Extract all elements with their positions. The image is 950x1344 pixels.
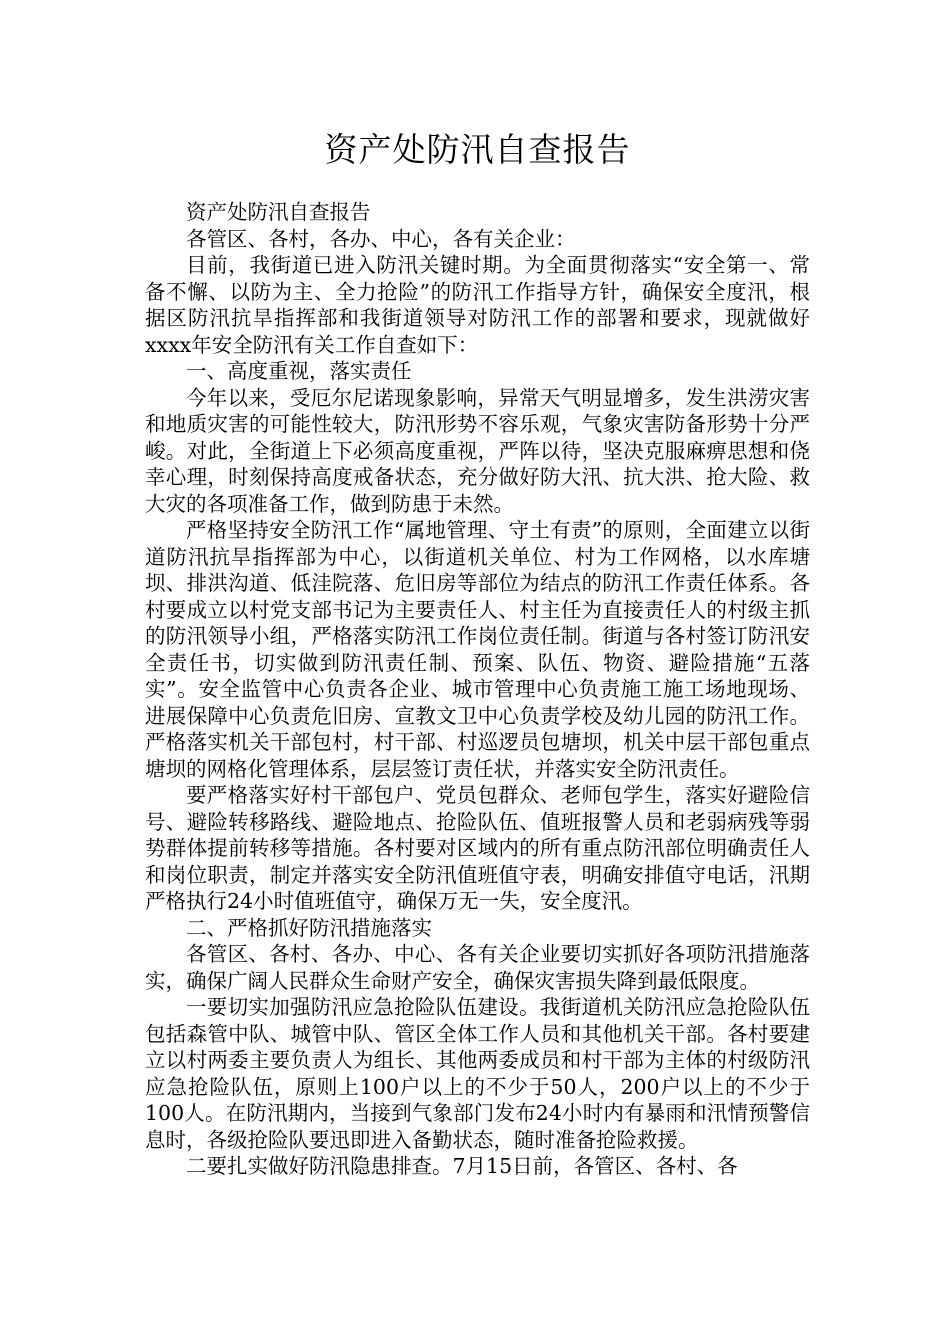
document-body (145, 199, 810, 1180)
paragraph-salutation: 各管区、各村，各办、中心，各有关企业： (186, 226, 576, 251)
section-heading-2: 二、严格抓好防汛措施落实 (186, 915, 432, 940)
paragraph: 今年以来，受厄尔尼诺现象影响，异常天气明显增多，发生洪涝灾害和地质灾害的可能性较大，防汛形势不容乐观，气象灾害防备形势十分严峻。对此，全街道上下必须高度重视，严阵以待，坚决克服麻痹思想和侥幸心理，时刻保持高度戒备状态，充分做好防大汛、抗大洪、抢大险、救大灾的各项准备工作，做到防患于未然。 (145, 385, 810, 516)
paragraph: 各管区、各村、各办、中心、各有关企业要切实抓好各项防汛措施落实，确保广阔人民群众生命财产安全，确保灾害损失降到最低限度。 (145, 942, 810, 993)
paragraph: 严格坚持安全防汛工作“属地管理、守土有责”的原则，全面建立以街道防汛抗旱指挥部为中心，以街道机关单位、村为工作网格，以水库塘坝、排洪沟道、低洼院落、危旧房等部位为结点的防汛工作责任体系。各村要成立以村党支部书记为主要责任人、村主任为直接责任人的村级主抓的防汛领导小组，严格落实防汛工作岗位责任制。街道与各村签订防汛安全责任书，切实做到防汛责任制、预案、队伍、物资、避险措施“五落实”。安全监管中心负责各企业、城市管理中心负责施工施工场地现场、进展保障中心负责危旧房、宣教文卫中心负责学校及幼儿园的防汛工作。严格落实机关干部包村，村干部、村巡逻员包塘坝，机关中层干部包重点塘坝的网格化管理体系，层层签订责任状，并落实安全防汛责任。 (145, 518, 810, 781)
paragraph: 二要扎实做好防汛隐患排查。7月15日前，各管区、各村、各 (186, 1154, 738, 1178)
section-heading-1: 一、高度重视，落实责任 (186, 359, 412, 383)
document-title: 资产处防汛自查报告 (324, 130, 631, 169)
paragraph: 一要切实加强防汛应急抢险队伍建设。我街道机关防汛应急抢险队伍包括森管中队、城管中队、管区全体工作人员和其他机关干部。各村要建立以村两委主要负责人为组长、其他两委成员和村干部为主体的村级防汛应急抢险队伍，原则上100户以上的不少于50人，200户以上的不少于100人。在防汛期内，当接到气象部门发布24小时内有暴雨和汛情预警信息时，各级抢险队要迅即进入备勤状态，随时准备抢险救援。 (145, 995, 810, 1152)
paragraph-subtitle: 资产处防汛自查报告 (186, 200, 371, 224)
paragraph-intro: 目前，我街道已进入防汛关键时期。为全面贯彻落实“安全第一、常备不懈、以防为主、全力抢险”的防汛工作指导方针，确保安全度汛，根据区防汛抗旱指挥部和我街道领导对防汛工作的部署和要求，现就做好xxxx年安全防汛有关工作自查如下： (145, 253, 810, 357)
paragraph: 要严格落实好村干部包户、党员包群众、老师包学生，落实好避险信号、避险转移路线、避险地点、抢险队伍、值班报警人员和老弱病残等弱势群体提前转移等措施。各村要对区域内的所有重点防汛部位明确责任人和岗位职责，制定并落实安全防汛值班值守表，明确安排值守电话，汛期严格执行24小时值班值守，确保万无一失，安全度汛。 (145, 783, 810, 913)
